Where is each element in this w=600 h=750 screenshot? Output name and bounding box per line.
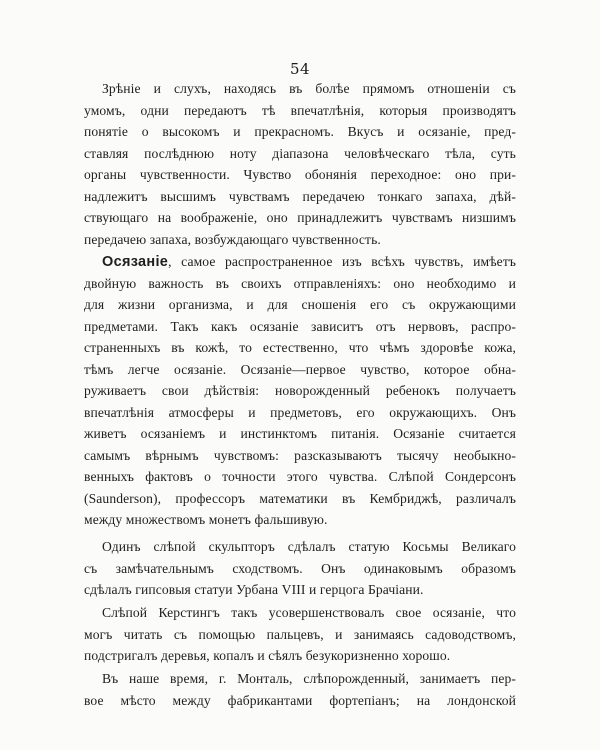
text-line: Зрѣніе и слухъ, находясь въ болѣе прямомъ отношеніи съ bbox=[102, 81, 516, 96]
text-line: впечатлѣнія атмосферы и предметовъ, его окружающихъ. Онъ bbox=[84, 404, 516, 420]
paragraph-5 bbox=[84, 668, 516, 711]
text-line: венныхъ фактовъ о точности этого чувства. Слѣпой Сондерсонъ bbox=[84, 469, 516, 484]
text-line: ставляя послѣднюю ноту діапазона человѣческаго тѣла, суть bbox=[84, 145, 516, 161]
text-line-rest: , самое распространенное изъ всѣхъ чувствъ, имѣетъ bbox=[168, 254, 516, 269]
paragraph-4 bbox=[84, 602, 516, 667]
text-line: органы чувственности. Чувство обонянія переходное: оно при- bbox=[84, 167, 516, 182]
text-line: двойную важность въ своихъ отправленіяхъ: оно необходимо и bbox=[84, 275, 516, 291]
text-line: руживаетъ свои дѣйствія: новорожденный ребенокъ получаетъ bbox=[84, 383, 516, 398]
paragraph-3 bbox=[84, 536, 516, 601]
page-number: 54 bbox=[289, 60, 311, 78]
text-line: Слѣпой Керстингъ такъ усовершенствовалъ свое осязаніе, что bbox=[102, 605, 516, 620]
text-line: надлежитъ высшимъ чувствамъ передачею тонкаго запаха, дѣй- bbox=[84, 188, 516, 204]
text-line: понятіе о высокомъ и прекрасномъ. Вкусъ и осязаніе, пред- bbox=[84, 124, 516, 139]
paragraph-1 bbox=[84, 78, 516, 250]
text-line: Въ наше время, г. Монталь, слѣпорожденный, занимаетъ пер- bbox=[102, 671, 516, 686]
text-line: между множествомъ монетъ фальшивую. bbox=[84, 512, 328, 527]
text-line: предметами. Такъ какъ осязаніе зависитъ отъ нервовъ, распро- bbox=[84, 318, 516, 334]
text-line: тѣмъ легче осязаніе. Осязаніе—первое чувство, которое обна- bbox=[84, 361, 516, 377]
text-line: сдѣлалъ гипсовыя статуи Урбана VIII и герцога Брачіани. bbox=[84, 582, 424, 597]
text-line: самымъ вѣрнымъ чувствомъ: разсказываютъ тысячу необыкно- bbox=[84, 447, 516, 463]
text-line: могъ читать съ помощью пальцевъ, и занимаясь садоводствомъ, bbox=[84, 626, 516, 642]
text-line: страненныхъ въ кожѣ, то естественно, что чѣмъ здоровѣе кожа, bbox=[84, 340, 516, 355]
lead-word: Осязаніе bbox=[102, 254, 169, 270]
paragraph-2 bbox=[84, 251, 516, 531]
text-line: Одинъ слѣпой скульпторъ сдѣлалъ статую Косьмы Великаго bbox=[102, 539, 516, 554]
text-line: живетъ осязаніемъ и инстинктомъ питанія. Осязаніе считается bbox=[84, 426, 516, 441]
text-line: ствующаго на воображеніе, оно принадлежитъ чувствамъ низшимъ bbox=[84, 210, 516, 225]
text-line: для жизни организма, и для сношенія его съ окружающими bbox=[84, 297, 516, 312]
text-line: передачею запаха, возбуждающаго чувственность. bbox=[84, 231, 381, 247]
text-line bbox=[84, 251, 516, 273]
text-line: умомъ, одни передаютъ тѣ впечатлѣнія, которыя производятъ bbox=[84, 102, 516, 118]
text-line: вое мѣсто между фабрикантами фортепіанъ; на лондонской bbox=[84, 692, 516, 708]
text-line: (Saunderson), профессоръ математики въ Кембриджѣ, различалъ bbox=[84, 490, 516, 506]
text-line: подстригалъ деревья, копалъ и сѣялъ безукоризненно хорошо. bbox=[84, 648, 451, 663]
text-line: съ замѣчательнымъ сходствомъ. Онъ одинаковымъ образомъ bbox=[84, 560, 516, 576]
